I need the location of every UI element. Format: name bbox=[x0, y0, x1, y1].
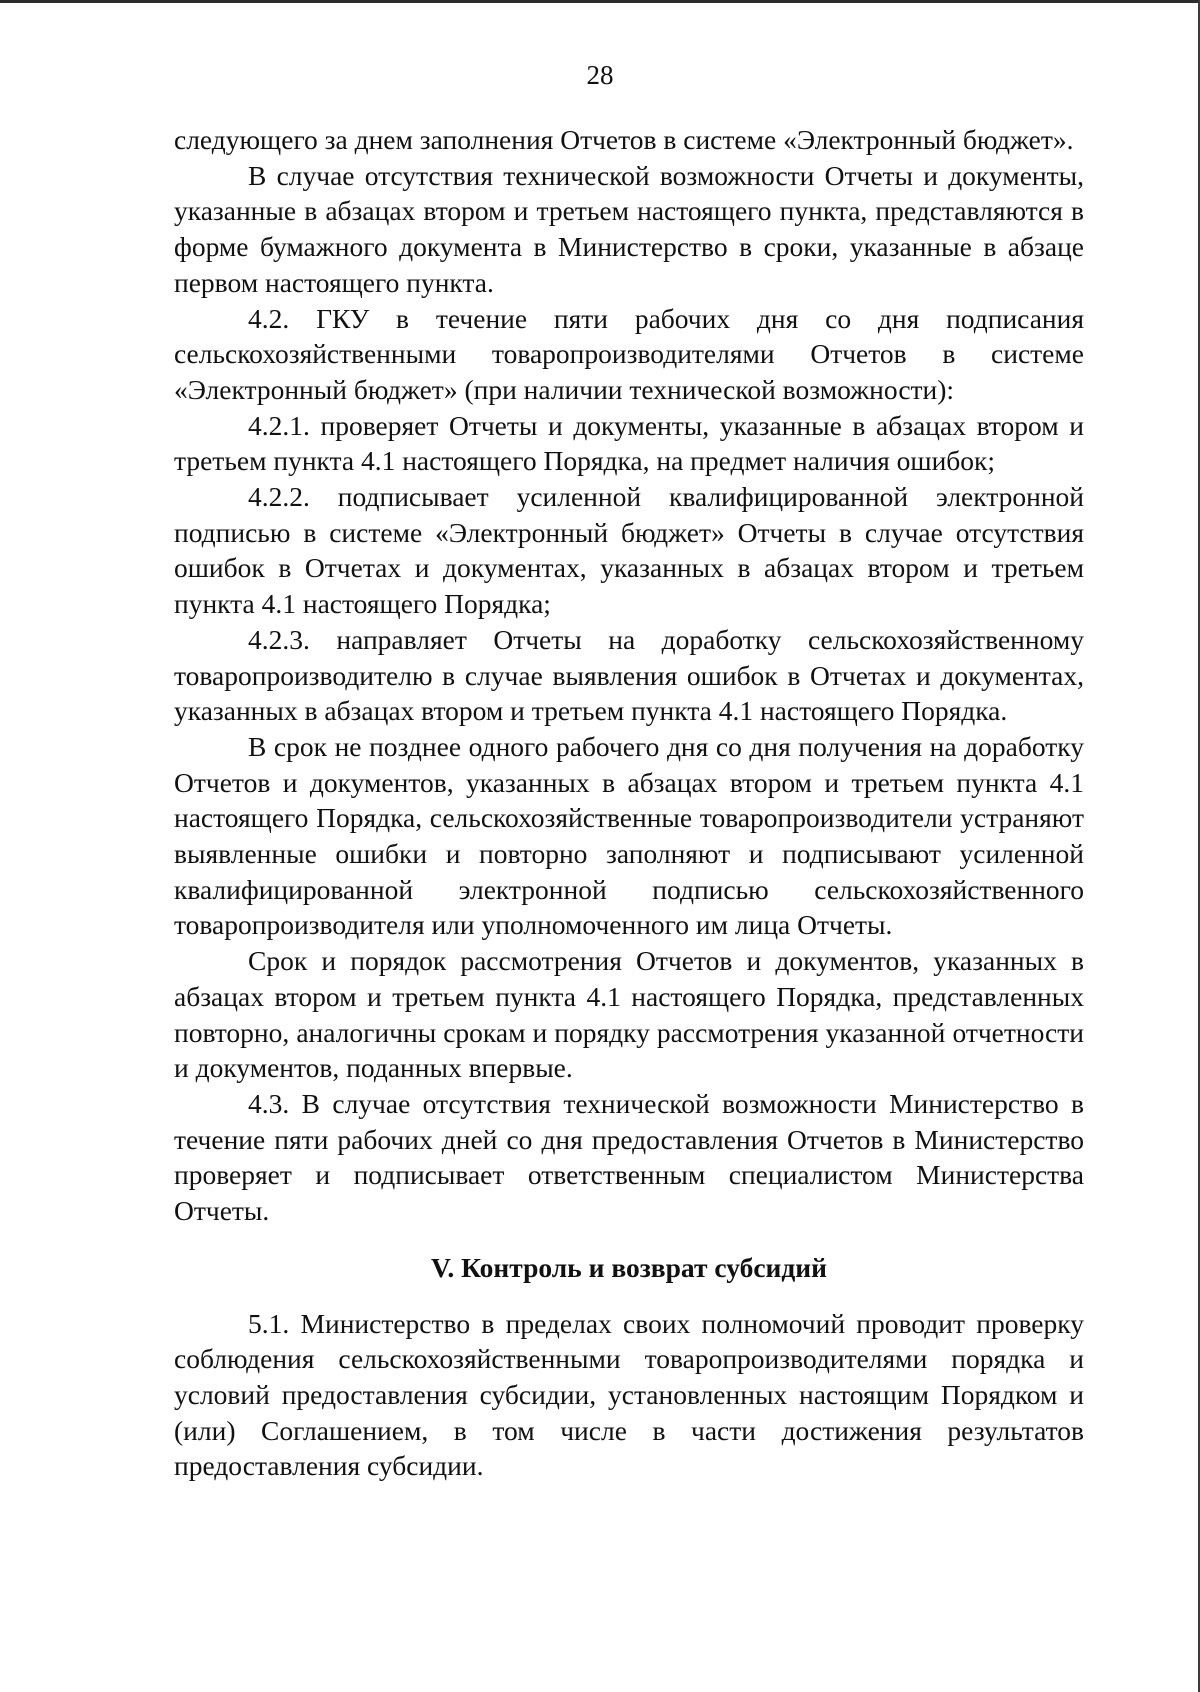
paragraph-4-2: 4.2. ГКУ в течение пяти рабочих дня со дня подписания сельскохозяйственными товаропроизводителями Отчетов в системе «Электронный бюджет» (при наличии технической возможности): bbox=[174, 302, 1084, 405]
paragraph-4-3: 4.3. В случае отсутствия технической возможности Министерство в течение пяти рабочих дней со дня предоставления Отчетов в Министерство проверяет и подписывает ответственным специалистом Министерства Отчеты. bbox=[174, 1087, 1084, 1227]
document-body bbox=[174, 122, 1084, 1484]
paragraph-4-2-1: 4.2.1. проверяет Отчеты и документы, указанные в абзацах втором и третьем пункта 4.1 настоящего Порядка, на предмет наличия ошибок; bbox=[174, 409, 1084, 477]
paragraph-4-2-3: 4.2.3. направляет Отчеты на доработку сельскохозяйственному товаропроизводителю в случае выявления ошибок в Отчетах и документах, указанных в абзацах втором и третьем пункта 4.1 настоящего Порядка. bbox=[174, 623, 1084, 727]
paragraph-review-terms: Срок и порядок рассмотрения Отчетов и документов, указанных в абзацах втором и третьем пункта 4.1 настоящего Порядка, представленных повторно, аналогичны срокам и порядку рассмотрения указанной отчетности и документов, поданных впервые. bbox=[174, 945, 1084, 1084]
scan-edge-top bbox=[0, 0, 1200, 3]
section-heading: V. Контроль и возврат субсидий bbox=[431, 1251, 827, 1283]
paragraph-4-2-2: 4.2.2. подписывает усиленной квалифицированной электронной подписью в системе «Электронный бюджет» Отчеты в случае отсутствия ошибок в Отчетах и документах, указанных в абзацах втором и третьем пункта 4.1 настоящего Порядка; bbox=[174, 481, 1084, 620]
paragraph-correction-deadline: В срок не позднее одного рабочего дня со дня получения на доработку Отчетов и документов, указанных в абзацах втором и третьем пункта 4.1 настоящего Порядка, сельскохозяйственные товаропроизводители устраняют выявленные ошибки и повторно заполняют и подписывают усиленной квалифицированной электронной подписью сельскохозяйственного товаропроизводителя или уполномоченного им лица Отчеты. bbox=[174, 730, 1084, 941]
paragraph-continuation: следующего за днем заполнения Отчетов в системе «Электронный бюджет». bbox=[174, 124, 1074, 155]
page-number: 28 bbox=[586, 60, 614, 90]
paragraph-5-1: 5.1. Министерство в пределах своих полномочий проводит проверку соблюдения сельскохозяйственными товаропроизводителями порядка и условий предоставления субсидии, установленных настоящим Порядком и (или) Соглашением, в том числе в части достижения результатов предоставления субсидии. bbox=[174, 1307, 1084, 1482]
paragraph-no-technical-possibility: В случае отсутствия технической возможности Отчеты и документы, указанные в абзацах втором и третьем настоящего пункта, представляются в форме бумажного документа в Министерство в сроки, указанные в абзаце первом настоящего пункта. bbox=[174, 159, 1084, 298]
